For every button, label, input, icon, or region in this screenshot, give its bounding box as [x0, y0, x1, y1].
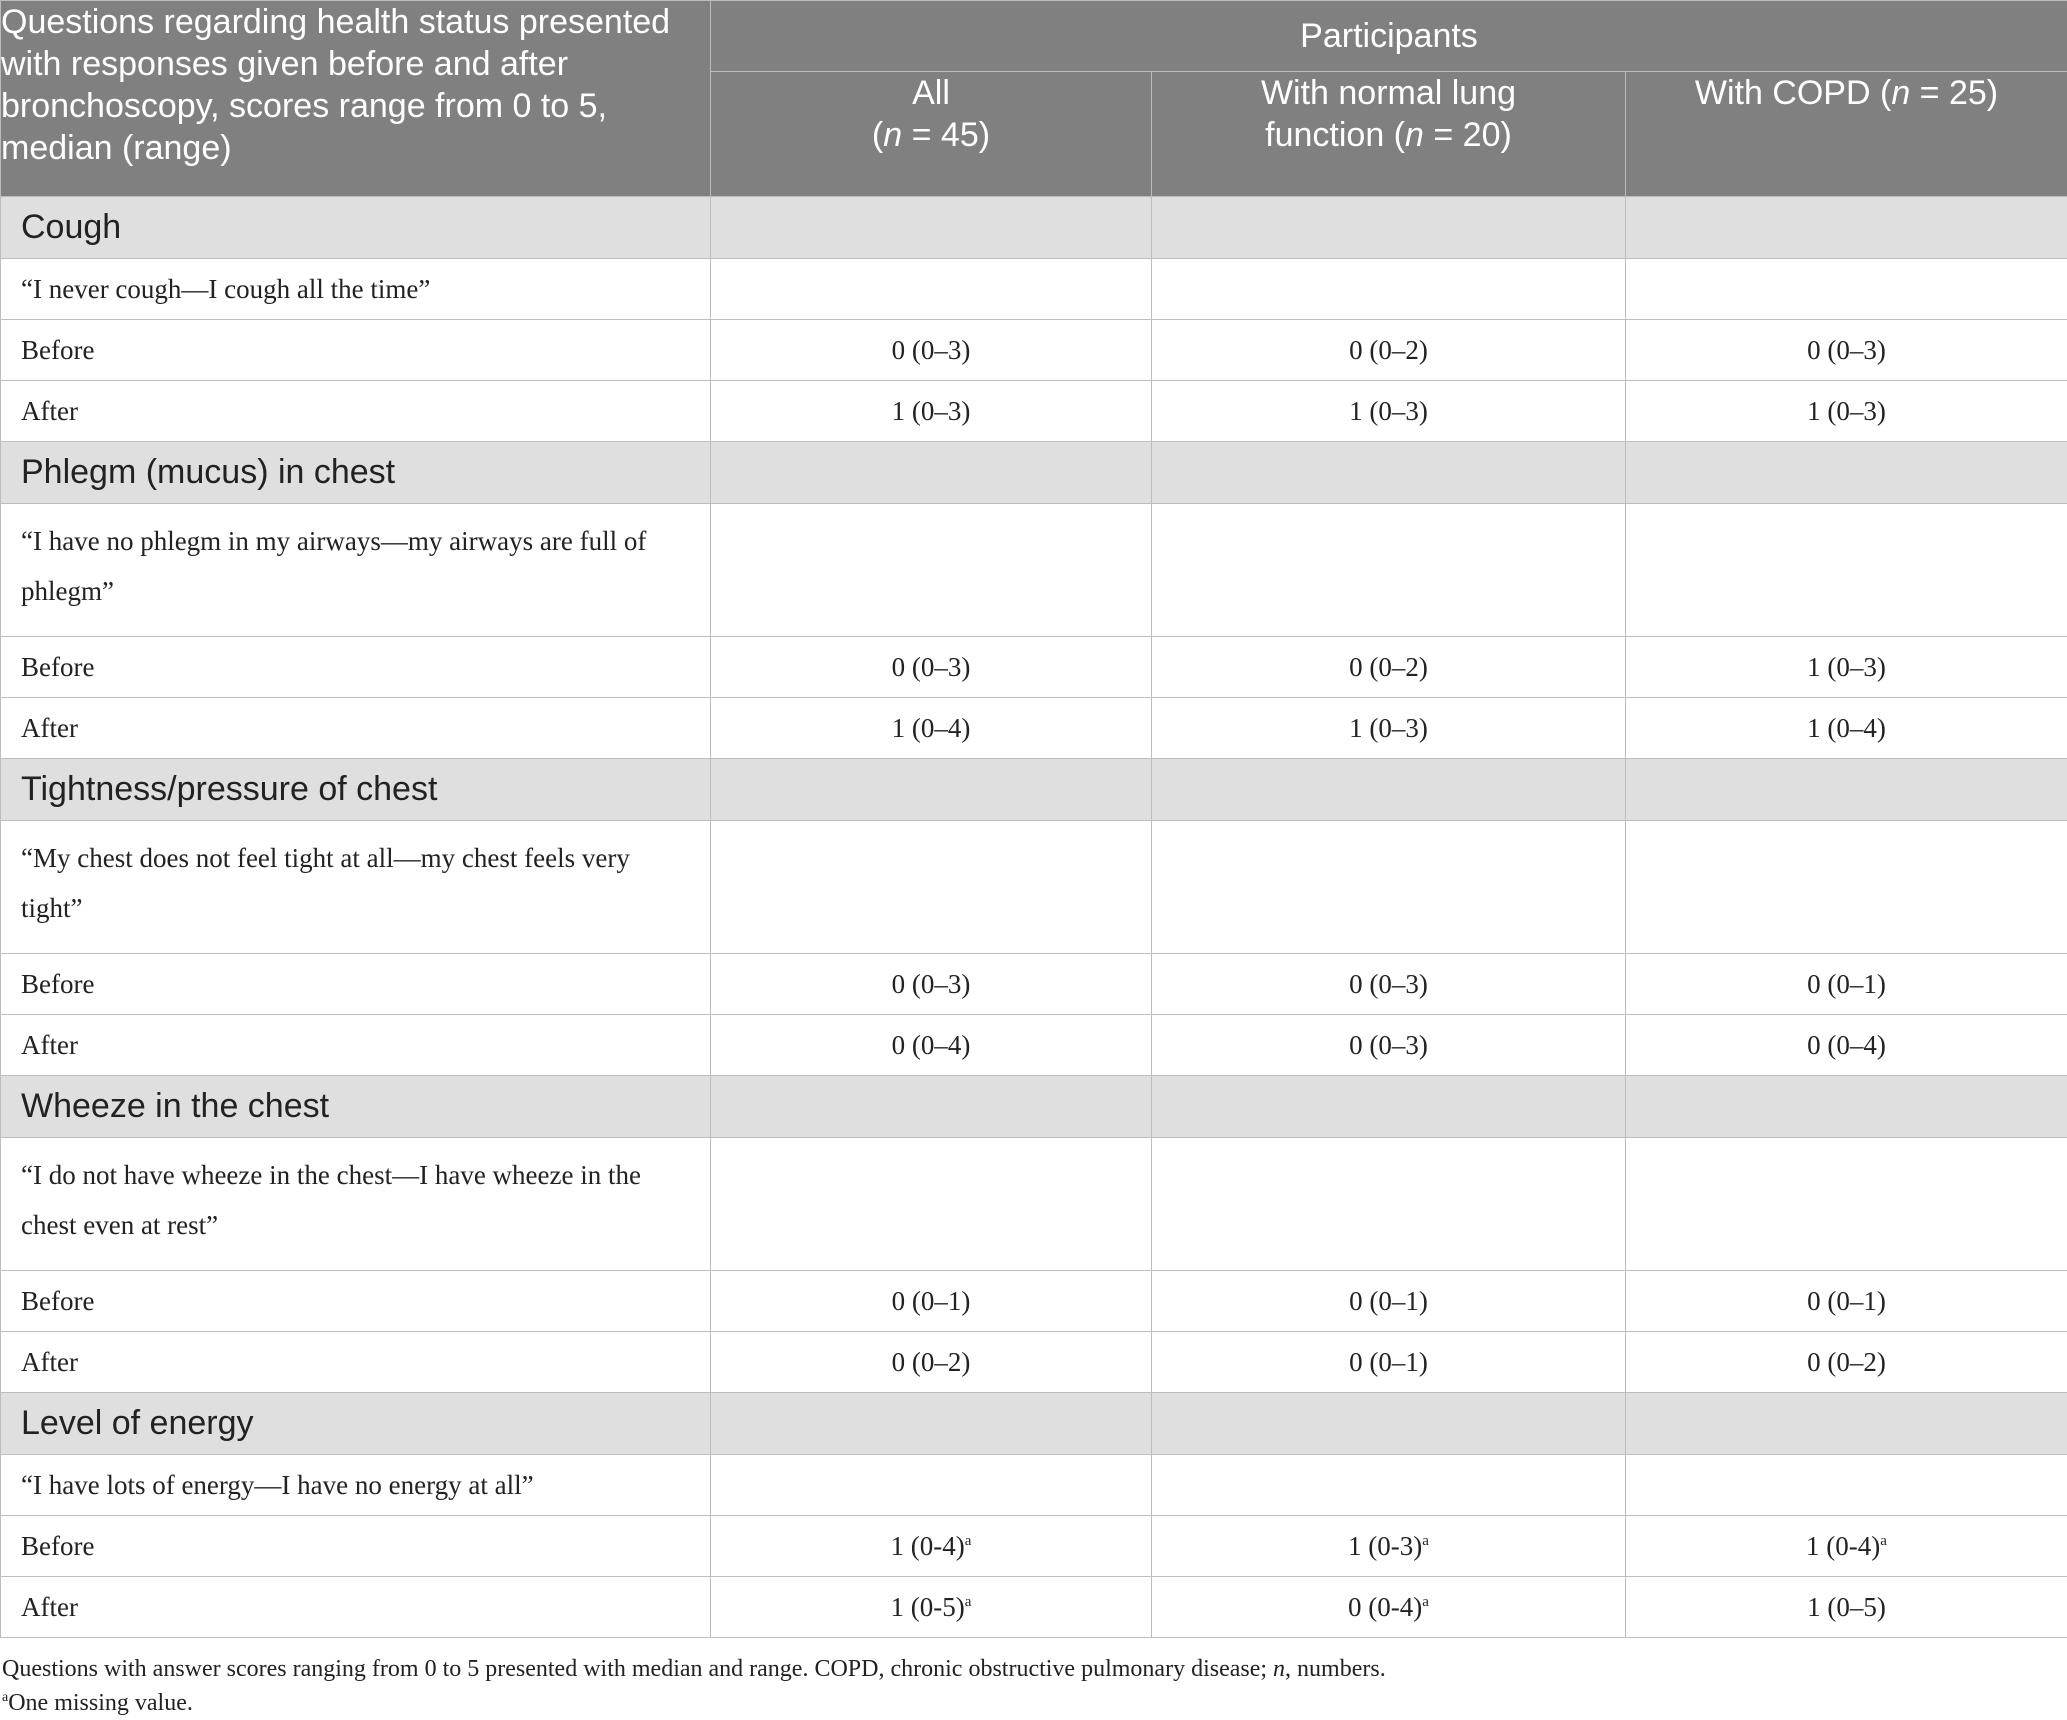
table-row	[1, 1516, 2067, 1577]
cell-copd: 1 (0–3)	[1626, 381, 2067, 442]
question-row	[1, 504, 2067, 637]
table-row	[1, 1577, 2067, 1638]
cell-copd: 0 (0–3)	[1626, 320, 2067, 381]
cell-copd: 1 (0–5)	[1626, 1577, 2067, 1638]
category-row	[1, 442, 2067, 504]
footnote-marker: a	[1422, 1594, 1429, 1610]
cell-all: 1 (0-4)$^a$	[711, 1516, 1152, 1577]
participants-header: Participants	[711, 1, 2067, 72]
cell-normal: 0 (0–1)	[1152, 1332, 1626, 1393]
cell-normal: 0 (0–2)	[1152, 320, 1626, 381]
question-text: “I have lots of energy—I have no energy at all”	[1, 1455, 711, 1516]
cell-normal: 0 (0-4)$^a$	[1152, 1577, 1626, 1638]
category-row	[1, 1393, 2067, 1455]
table-row	[1, 381, 2067, 442]
category-label: Wheeze in the chest	[1, 1076, 711, 1138]
row-label: After	[1, 698, 711, 759]
cell-copd: 0 (0–4)	[1626, 1015, 2067, 1076]
cell-normal: 0 (0–3)	[1152, 1015, 1626, 1076]
cell-normal: 1 (0–3)	[1152, 698, 1626, 759]
question-row	[1, 1138, 2067, 1271]
question-text: “I have no phlegm in my airways—my airways are full of phlegm”	[1, 504, 711, 637]
question-text: “My chest does not feel tight at all—my chest feels very tight”	[1, 821, 711, 954]
row-label: Before	[1, 320, 711, 381]
cell-copd: 0 (0–2)	[1626, 1332, 2067, 1393]
row-label: After	[1, 381, 711, 442]
question-row	[1, 1455, 2067, 1516]
footnote-marker: a	[965, 1594, 972, 1610]
cell-normal: 0 (0–2)	[1152, 637, 1626, 698]
footnote-marker: a	[965, 1533, 972, 1549]
category-label: Phlegm (mucus) in chest	[1, 442, 711, 504]
cell-normal: 1 (0-3)$^a$	[1152, 1516, 1626, 1577]
category-label: Tightness/pressure of chest	[1, 759, 711, 821]
category-label: Cough	[1, 197, 711, 259]
footnote-a: $^a$One missing value.	[2, 1686, 2067, 1720]
cell-normal: 0 (0–1)	[1152, 1271, 1626, 1332]
footnote-marker: a	[1880, 1533, 1887, 1549]
category-row	[1, 759, 2067, 821]
cell-all: 0 (0–3)	[711, 954, 1152, 1015]
table-row	[1, 637, 2067, 698]
row-label: Before	[1, 1516, 711, 1577]
cell-all: 0 (0–1)	[711, 1271, 1152, 1332]
cell-copd: 0 (0–1)	[1626, 954, 2067, 1015]
table-footnotes	[0, 1652, 2067, 1720]
cell-all: 0 (0–2)	[711, 1332, 1152, 1393]
cell-all: 0 (0–3)	[711, 320, 1152, 381]
col-header-copd: With COPD (n = 25)	[1626, 72, 2067, 197]
cell-copd: 1 (0-4)$^a$	[1626, 1516, 2067, 1577]
cell-copd: 1 (0–4)	[1626, 698, 2067, 759]
cell-all: 0 (0–4)	[711, 1015, 1152, 1076]
cell-all: 1 (0-5)$^a$	[711, 1577, 1152, 1638]
row-label: After	[1, 1015, 711, 1076]
row-label: After	[1, 1332, 711, 1393]
category-label: Level of energy	[1, 1393, 711, 1455]
table-row	[1, 320, 2067, 381]
cell-all: 1 (0–4)	[711, 698, 1152, 759]
category-row	[1, 1076, 2067, 1138]
row-label: Before	[1, 637, 711, 698]
cell-normal: 0 (0–3)	[1152, 954, 1626, 1015]
table-row	[1, 1015, 2067, 1076]
footnote-general: Questions with answer scores ranging from 0 to 5 presented with median and range. COPD, chronic obstructive pulmonary disease; n, numbers.	[2, 1652, 2067, 1686]
cell-all: 1 (0–3)	[711, 381, 1152, 442]
question-text: “I never cough—I cough all the time”	[1, 259, 711, 320]
table-row	[1, 954, 2067, 1015]
question-row	[1, 821, 2067, 954]
corner-header: Questions regarding health status presented with responses given before and after bronchoscopy, scores range from 0 to 5, median (range)	[1, 1, 711, 197]
cell-normal: 1 (0–3)	[1152, 381, 1626, 442]
category-row	[1, 197, 2067, 259]
table-row	[1, 698, 2067, 759]
question-row	[1, 259, 2067, 320]
cell-copd: 1 (0–3)	[1626, 637, 2067, 698]
question-text: “I do not have wheeze in the chest—I have wheeze in the chest even at rest”	[1, 1138, 711, 1271]
row-label: Before	[1, 1271, 711, 1332]
col-header-all: All (n = 45)	[711, 72, 1152, 197]
row-label: Before	[1, 954, 711, 1015]
footnote-marker: a	[1422, 1533, 1429, 1549]
row-label: After	[1, 1577, 711, 1638]
cell-all: 0 (0–3)	[711, 637, 1152, 698]
table-row	[1, 1271, 2067, 1332]
table-row	[1, 1332, 2067, 1393]
col-header-normal: With normal lung function (n = 20)	[1152, 72, 1626, 197]
cell-copd: 0 (0–1)	[1626, 1271, 2067, 1332]
